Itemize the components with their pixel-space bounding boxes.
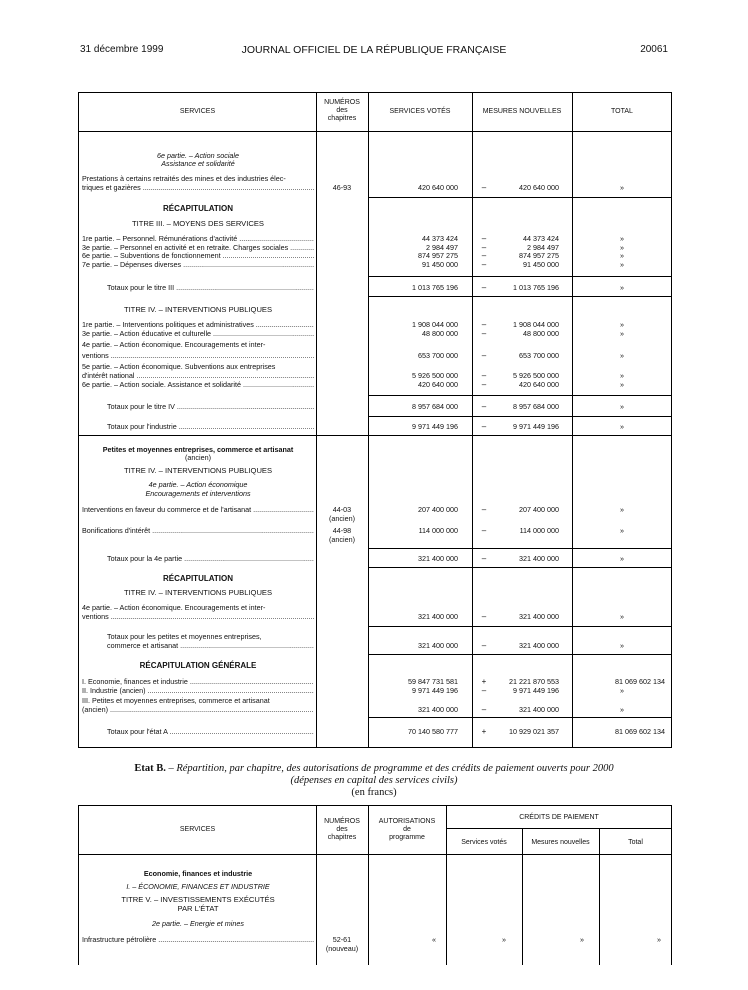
col-services: SERVICES	[179, 108, 216, 115]
titre3-row-votes: 44 373 424	[422, 234, 458, 243]
pme-recap-votes: 321 400 000	[418, 612, 458, 621]
pme-recap-total-sign: –	[481, 641, 487, 650]
titre3-row-mesures: 874 957 275	[519, 251, 559, 261]
total4-total: »	[620, 402, 624, 411]
titre4-row-mesures: 1 908 044 000	[513, 320, 559, 329]
pme-recap-titre4: TITRE IV. – INTERVENTIONS PUBLIQUES	[123, 588, 273, 597]
titre3-row-sign: –	[481, 242, 487, 252]
partie6-mesures: 420 640 000	[519, 183, 559, 192]
general-row-label: III. Petites et moyennes entreprises, commerce et artisanat	[82, 696, 270, 705]
pme-row-chapter: 44-03	[332, 505, 352, 514]
titre4-row-total: »	[620, 351, 624, 360]
pme-recap-label-1: 4e partie. – Action économique. Encouragements et inter-	[82, 603, 266, 612]
titre3-row-label: 3e partie. – Personnel en activité et en retraite. Charges sociales .....	[82, 244, 314, 253]
titre4-row-votes: 1 908 044 000	[412, 320, 458, 329]
titre3-row-votes: 91 450 000	[422, 260, 458, 270]
total-industrie-sign: –	[481, 422, 487, 431]
pme-total-mesures: 321 400 000	[519, 554, 559, 563]
pme-title: Petites et moyennes entreprises, commerce et artisanat	[102, 445, 294, 454]
pme-row-label: Bonifications d'intérêt .....	[82, 527, 314, 536]
general-total-mesures: 10 929 021 357	[509, 727, 559, 736]
total4-votes: 8 957 684 000	[412, 402, 458, 411]
pme-row-chapter2: (ancien)	[329, 514, 355, 523]
total-industrie-votes: 9 971 449 196	[412, 422, 458, 431]
partie6-total: »	[620, 183, 624, 192]
b-col-total: Total	[628, 839, 643, 846]
pme-row-total: »	[620, 526, 624, 535]
pme-row-mesures: 114 000 000	[519, 526, 559, 535]
titre3-row-total: »	[620, 260, 624, 270]
col-total: TOTAL	[611, 108, 633, 115]
total4-sign: –	[481, 402, 487, 411]
pme-recap-label-2: ventions .....	[82, 613, 314, 622]
general-title: RÉCAPITULATION GÉNÉRALE	[139, 661, 257, 670]
b-col-votes: Services votés	[461, 839, 507, 846]
total3-votes: 1 013 765 196	[412, 283, 458, 292]
titre4-row-mesures: 653 700 000	[519, 351, 559, 360]
total3-sign: –	[481, 283, 487, 292]
general-row-votes: 59 847 731 581	[408, 677, 458, 686]
b-row-mesures: »	[580, 935, 584, 944]
pme-titre4: TITRE IV. – INTERVENTIONS PUBLIQUES	[123, 466, 273, 475]
b-row-chapter2: (nouveau)	[325, 944, 359, 953]
general-total-label: Totaux pour l'état A .....	[107, 728, 314, 737]
b-row-chapter: 52-61	[332, 935, 352, 944]
titre3-row-mesures: 91 450 000	[523, 260, 559, 270]
titre3-row-sign: –	[481, 260, 487, 270]
budget-table-b	[78, 805, 672, 965]
total4-mesures: 8 957 684 000	[513, 402, 559, 411]
titre4-row-label-cont: ventions .....	[82, 352, 314, 361]
titre4-row-label: 3e partie. – Action éducative et culturelle .....	[82, 330, 314, 339]
b-titre5-1: TITRE V. – INVESTISSEMENTS EXÉCUTÉS	[121, 895, 275, 904]
b-col-credits: CRÉDITS DE PAIEMENT	[519, 814, 599, 821]
total3-total: »	[620, 283, 624, 292]
general-row-mesures: 321 400 000	[519, 705, 559, 714]
pme-row-chapter: 44-98	[332, 526, 352, 535]
titre4-row-label: 6e partie. – Action sociale. Assistance et solidarité .....	[82, 381, 314, 390]
partie6-label-1: Prestations à certains retraités des mines et des industries élec-	[82, 174, 286, 183]
b-col-numeros: NUMÉROS des chapitres	[324, 818, 360, 841]
b-row-label: Infrastructure pétrolière .....	[82, 936, 314, 945]
general-row-votes: 321 400 000	[418, 705, 458, 714]
pme-row-total: »	[620, 505, 624, 514]
general-row-mesures: 9 971 449 196	[513, 686, 559, 695]
general-row-label: I. Economie, finances et industrie .....	[82, 678, 314, 687]
general-row-total: »	[620, 686, 624, 695]
titre3-row-total: »	[620, 251, 624, 261]
titre4-row-sign: –	[481, 371, 487, 380]
titre4-row-total: »	[620, 371, 624, 380]
titre3-row-mesures: 2 984 497	[527, 242, 559, 252]
titre4-row-votes: 653 700 000	[418, 351, 458, 360]
partie6-subtitle: Assistance et solidarité	[161, 159, 235, 168]
total-industrie-total: »	[620, 422, 624, 431]
b-row-autorisations: «	[432, 935, 436, 944]
titre3-row-sign: –	[481, 251, 487, 261]
general-row-mesures: 21 221 870 553	[509, 677, 559, 686]
titre4-row-label: 5e partie. – Action économique. Subventions aux entreprises	[82, 362, 276, 371]
titre4-row-sign: –	[481, 320, 487, 329]
b-subsection: I. – ÉCONOMIE, FINANCES ET INDUSTRIE	[126, 882, 270, 891]
pme-row-votes: 207 400 000	[418, 505, 458, 514]
journal-title: JOURNAL OFFICIEL DE LA RÉPUBLIQUE FRANÇAISE	[241, 44, 507, 56]
titre3-row-label: 7e partie. – Dépenses diverses .....	[82, 261, 314, 270]
titre4-row-sign: –	[481, 329, 487, 338]
etat-b-caption: Etat B. – Répartition, par chapitre, des autorisations de programme et des crédits de paiement ouverts pour 2000	[134, 763, 614, 774]
recap-title: RÉCAPITULATION	[162, 204, 234, 213]
pme-row-mesures: 207 400 000	[519, 505, 559, 514]
b-row-votes: »	[502, 935, 506, 944]
page-date: 31 décembre 1999	[80, 44, 164, 55]
titre4-row-mesures: 420 640 000	[519, 380, 559, 389]
pme-total-votes: 321 400 000	[418, 554, 458, 563]
partie6-sign: –	[481, 183, 487, 192]
titre4-row-total: »	[620, 320, 624, 329]
titre3-row-votes: 2 984 497	[426, 242, 458, 252]
pme-title2: (ancien)	[185, 453, 211, 462]
titre4-row-sign: –	[481, 380, 487, 389]
pme-partie2: Encouragements et interventions	[145, 489, 251, 498]
pme-recap-total-mesures: 321 400 000	[519, 641, 559, 650]
general-row-sign: +	[481, 677, 487, 686]
general-row-label-cont: (ancien) .....	[82, 706, 314, 715]
titre4-row-votes: 5 926 500 000	[412, 371, 458, 380]
col-numeros: NUMÉROS des chapitres	[324, 99, 360, 122]
titre3-row-votes: 874 957 275	[418, 251, 458, 261]
general-row-votes: 9 971 449 196	[412, 686, 458, 695]
titre4-row-total: »	[620, 329, 624, 338]
general-total-total: 81 069 602 134	[615, 727, 665, 736]
b-row-total: »	[657, 935, 661, 944]
general-row-label: II. Industrie (ancien) .....	[82, 687, 314, 696]
general-total-sign: +	[481, 727, 487, 736]
titre3-row-mesures: 44 373 424	[523, 234, 559, 243]
pme-recap-sign: –	[481, 612, 487, 621]
pme-recap-total-label-2: commerce et artisanat .....	[107, 642, 314, 651]
page-number: 20061	[640, 44, 668, 55]
titre3-row-label: 1re partie. – Personnel. Rémunérations d'activité .....	[82, 235, 314, 244]
titre4-row-label: 4e partie. – Action économique. Encouragements et inter-	[82, 340, 266, 349]
pme-row-votes: 114 000 000	[418, 526, 458, 535]
total3-label: Totaux pour le titre III .....	[107, 284, 314, 293]
pme-row-label: Interventions en faveur du commerce et de l'artisanat .....	[82, 506, 314, 515]
general-row-sign: –	[481, 686, 487, 695]
pme-total-sign: –	[481, 554, 487, 563]
titre4-row-mesures: 5 926 500 000	[513, 371, 559, 380]
pme-recap-mesures: 321 400 000	[519, 612, 559, 621]
general-row-sign: –	[481, 705, 487, 714]
titre3-row-label: 6e partie. – Subventions de fonctionnement .....	[82, 252, 314, 261]
b-col-autorisations: AUTORISATIONS de programme	[378, 818, 436, 841]
b-section: Economie, finances et industrie	[143, 869, 253, 878]
col-mesures-nouvelles: MESURES NOUVELLES	[482, 108, 562, 115]
col-services-votes: SERVICES VOTÉS	[389, 108, 451, 115]
general-total-votes: 70 140 580 777	[408, 727, 458, 736]
partie6-label-2: triques et gazières .....	[82, 184, 314, 193]
titre4-row-total: »	[620, 380, 624, 389]
titre3-row-total: »	[620, 242, 624, 252]
b-col-mesures: Mesures nouvelles	[531, 839, 590, 846]
total-industrie-label: Totaux pour l'industrie .....	[107, 423, 314, 432]
total-industrie-mesures: 9 971 449 196	[513, 422, 559, 431]
b-partie: 2e partie. – Energie et mines	[152, 919, 244, 928]
total4-label: Totaux pour le titre IV .....	[107, 403, 314, 412]
pme-partie: 4e partie. – Action économique	[148, 480, 248, 489]
budget-table-a	[78, 92, 672, 748]
titre4-row-sign: –	[481, 351, 487, 360]
titre3-row-sign: –	[481, 234, 487, 243]
etat-b-caption-line2: (dépenses en capital des services civils)	[290, 775, 458, 786]
titre4-row-mesures: 48 800 000	[523, 329, 559, 338]
titre3-row-total: »	[620, 234, 624, 243]
partie6-title: 6e partie. – Action sociale	[156, 151, 240, 160]
recap-titre4: TITRE IV. – INTERVENTIONS PUBLIQUES	[123, 305, 273, 314]
titre4-row-votes: 420 640 000	[418, 380, 458, 389]
pme-total-total: »	[620, 554, 624, 563]
partie6-chapter: 46-93	[332, 183, 352, 192]
partie6-votes: 420 640 000	[418, 183, 458, 192]
b-titre5-2: PAR L'ÉTAT	[177, 904, 219, 913]
etat-b-caption-line3: (en francs)	[351, 787, 397, 798]
pme-total-label: Totaux pour la 4e partie .....	[107, 555, 314, 564]
titre4-row-label-cont: d'intérêt national .....	[82, 372, 314, 381]
pme-recap-total-votes: 321 400 000	[418, 641, 458, 650]
titre4-row-label: 1re partie. – Interventions politiques et administratives .....	[82, 321, 314, 330]
pme-row-sign: –	[481, 526, 487, 535]
pme-recap-total-total: »	[620, 641, 624, 650]
total3-mesures: 1 013 765 196	[513, 283, 559, 292]
titre4-row-votes: 48 800 000	[422, 329, 458, 338]
pme-row-sign: –	[481, 505, 487, 514]
pme-recap-title: RÉCAPITULATION	[162, 574, 234, 583]
general-row-total: »	[620, 705, 624, 714]
general-row-total: 81 069 602 134	[615, 677, 665, 686]
pme-row-chapter2: (ancien)	[329, 535, 355, 544]
recap-titre3: TITRE III. – MOYENS DES SERVICES	[132, 219, 264, 228]
b-col-services: SERVICES	[179, 826, 216, 833]
pme-recap-total-label-1: Totaux pour les petites et moyennes entreprises,	[107, 632, 262, 641]
pme-recap-total: »	[620, 612, 624, 621]
